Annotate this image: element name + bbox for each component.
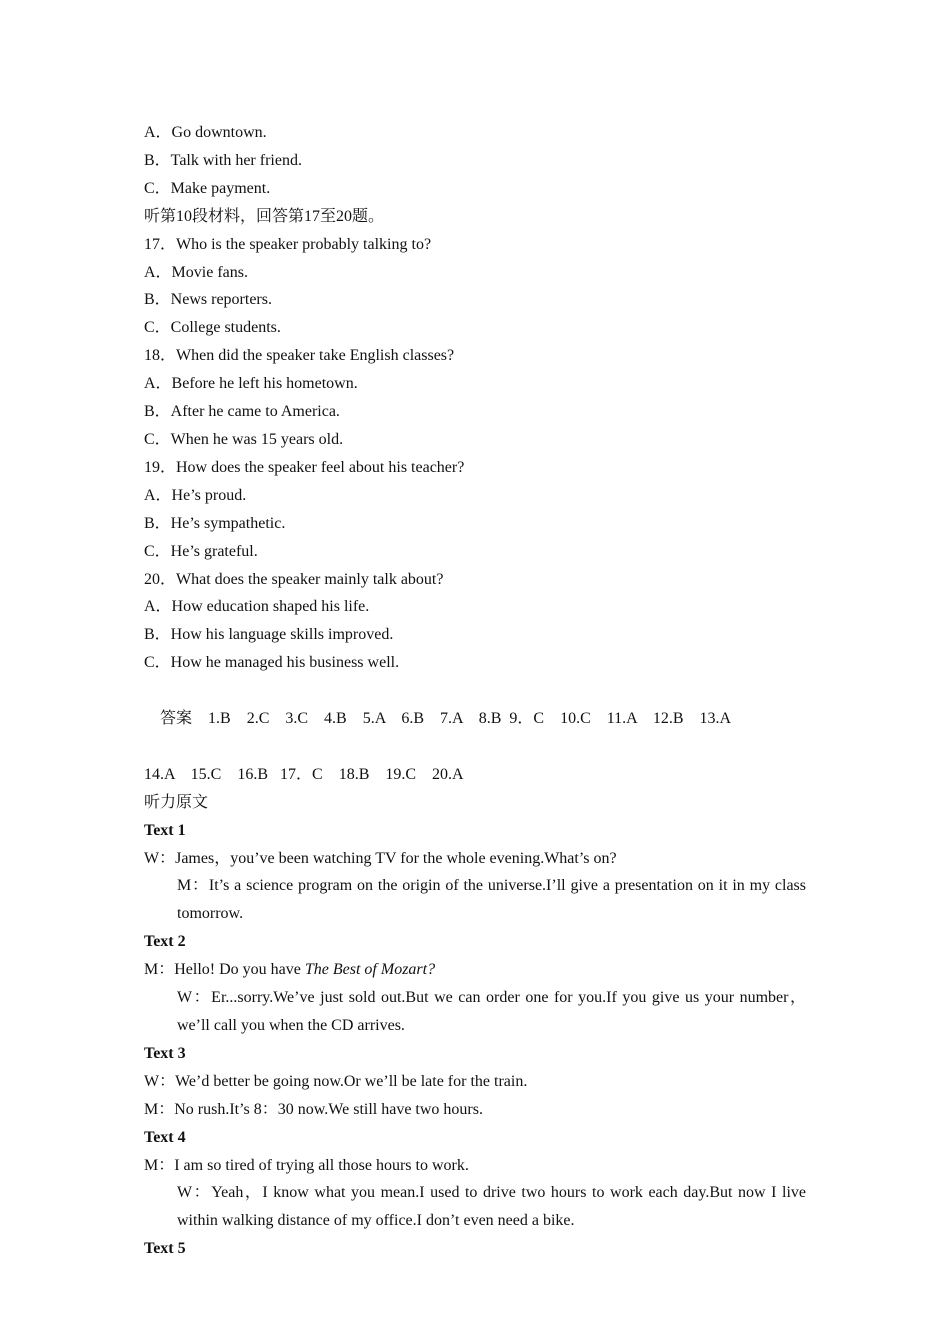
text-2-heading: Text 2 — [144, 933, 186, 951]
option-c: C．He’s grateful. — [144, 542, 258, 560]
option-c: C．When he was 15 years old. — [144, 430, 344, 448]
option-a: A．How education shaped his life. — [144, 598, 370, 616]
option-b: B．News reporters. — [144, 291, 272, 309]
text-1-heading: Text 1 — [144, 821, 186, 839]
document-page — [144, 119, 806, 1263]
question-17: 17．Who is the speaker probably talking to? — [144, 235, 432, 253]
dialogue-line: M：It’s a science program on the origin of the universe.I’ll give a presentation on it in my class tomorrow. — [177, 877, 806, 923]
transcript-heading: 听力原文 — [144, 793, 209, 811]
option-a: A．Before he left his hometown. — [144, 375, 358, 393]
text-5-heading: Text 5 — [144, 1240, 186, 1258]
answer-key-label: 答案 — [160, 710, 193, 728]
section-intro: 听第10段材料，回答第17至20题。 — [144, 207, 385, 225]
dialogue-line: W：James，you’ve been watching TV for the whole evening.What’s on? — [144, 849, 617, 867]
question-20: 20．What does the speaker mainly talk about? — [144, 570, 444, 588]
dialogue-line: W：We’d better be going now.Or we’ll be late for the train. — [144, 1072, 528, 1090]
option-c: C．College students. — [144, 319, 281, 337]
dialogue-line: M：I am so tired of trying all those hours to work. — [144, 1156, 469, 1174]
option-b: B．He’s sympathetic. — [144, 514, 286, 532]
option-b: B．How his language skills improved. — [144, 626, 394, 644]
text-4-heading: Text 4 — [144, 1128, 186, 1146]
option-b: B．Talk with her friend. — [144, 151, 302, 169]
dialogue-text: M：Hello! Do you have — [144, 961, 305, 979]
answer-key-values: 1.B 2.C 3.C 4.B 5.A 6.B 7.A 8.B 9．C 10.C 11.A 12.B 13.A — [208, 710, 732, 728]
option-a: A．Movie fans. — [144, 263, 248, 281]
option-b: B．After he came to America. — [144, 403, 340, 421]
dialogue-line: W：Yeah，I know what you mean.I used to drive two hours to work each day.But now I live within walking distance of my office.I don’t even need a bike. — [177, 1184, 806, 1230]
option-a: A．He’s proud. — [144, 486, 247, 504]
question-19: 19．How does the speaker feel about his teacher? — [144, 458, 465, 476]
option-c: C．Make payment. — [144, 179, 271, 197]
dialogue-line: W：Er...sorry.We’ve just sold out.But we can order one for you.If you give us your number，we’ll call you when the CD arrives. — [177, 989, 807, 1034]
option-c: C．How he managed his business well. — [144, 654, 400, 672]
dialogue-line: M：No rush.It’s 8：30 now.We still have two hours. — [144, 1100, 483, 1118]
text-3-heading: Text 3 — [144, 1044, 186, 1062]
dialogue-line — [144, 956, 806, 984]
question-18: 18．When did the speaker take English classes? — [144, 347, 455, 365]
album-title: The Best of Mozart? — [304, 961, 436, 979]
answer-key-line-1 — [144, 677, 806, 761]
answer-key-line-2: 14.A 15.C 16.B 17．C 18.B 19.C 20.A — [144, 765, 464, 783]
option-a: A．Go downtown. — [144, 124, 267, 141]
